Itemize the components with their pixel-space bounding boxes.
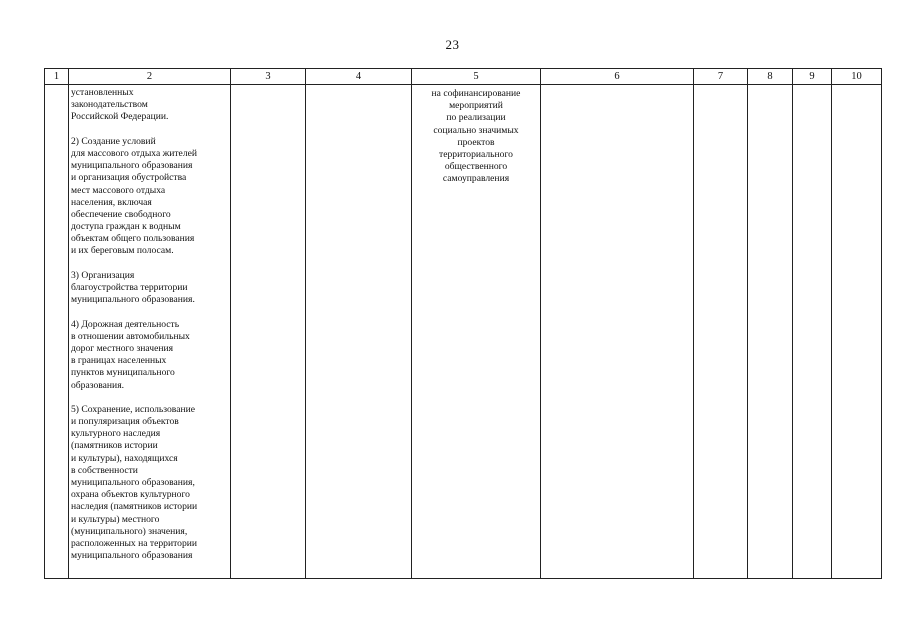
text-line: (памятников истории bbox=[71, 440, 158, 452]
cell-col-9 bbox=[793, 85, 832, 579]
text-line: расположенных на территории bbox=[71, 537, 198, 549]
column-header-4: 4 bbox=[306, 69, 412, 85]
text-line: благоустройства территории bbox=[71, 282, 188, 293]
text-line: в границах населенных bbox=[71, 355, 167, 367]
text-line: муниципального образования bbox=[71, 160, 193, 172]
text-line: пунктов муниципального bbox=[71, 367, 175, 379]
text-line: муниципального образования bbox=[71, 550, 193, 562]
blank-line bbox=[71, 124, 230, 136]
text-line: в собственности bbox=[71, 464, 138, 476]
col5-text-block bbox=[412, 85, 540, 186]
column-header-5: 5 bbox=[412, 69, 541, 85]
column-header-9: 9 bbox=[793, 69, 832, 85]
text-line: социально значимых bbox=[433, 124, 519, 136]
text-line: 3) Организация bbox=[71, 269, 135, 281]
text-line: образования. bbox=[71, 379, 125, 391]
table-row bbox=[45, 85, 882, 579]
document-table bbox=[44, 68, 882, 579]
text-line: и популяризация объектов bbox=[71, 416, 179, 428]
text-line: мероприятий bbox=[449, 100, 503, 112]
text-line: и их береговым полосам. bbox=[71, 245, 174, 257]
cell-col-7 bbox=[694, 85, 748, 579]
text-line: 2) Создание условий bbox=[71, 135, 156, 147]
cell-col-2 bbox=[69, 85, 231, 579]
text-line: общественного bbox=[444, 161, 508, 173]
text-line: (муниципального) значения, bbox=[71, 525, 188, 537]
text-line: Российской Федерации. bbox=[71, 111, 169, 123]
text-line: и организация обустройства bbox=[71, 172, 187, 184]
cell-col-3 bbox=[231, 85, 306, 579]
column-header-8: 8 bbox=[748, 69, 793, 85]
text-line: населения, включая bbox=[71, 196, 152, 208]
text-line: дорог местного значения bbox=[71, 342, 174, 354]
blank-line bbox=[71, 258, 230, 270]
text-line: в отношении автомобильных bbox=[71, 330, 190, 342]
text-line: доступа граждан к водным bbox=[71, 221, 181, 233]
cell-col-8 bbox=[748, 85, 793, 579]
cell-col-6 bbox=[541, 85, 694, 579]
text-line: охрана объектов культурного bbox=[71, 489, 190, 501]
text-line: обеспечение свободного bbox=[71, 208, 171, 220]
text-line: объектам общего пользования bbox=[71, 233, 195, 245]
text-line: наследия (памятников истории bbox=[71, 501, 198, 513]
text-line: территориального bbox=[439, 148, 513, 160]
column-header-10: 10 bbox=[832, 69, 882, 85]
cell-col-5 bbox=[412, 85, 541, 579]
cell-col-1 bbox=[45, 85, 69, 579]
text-line: и культуры) местного bbox=[71, 513, 160, 525]
column-header-3: 3 bbox=[231, 69, 306, 85]
text-line: на софинансирование bbox=[431, 88, 521, 99]
text-line: установленных bbox=[71, 87, 134, 98]
text-line: и культуры), находящихся bbox=[71, 452, 178, 464]
page-number: 23 bbox=[445, 37, 460, 52]
text-line: 4) Дорожная деятельность bbox=[71, 318, 180, 330]
column-header-6: 6 bbox=[541, 69, 694, 85]
text-line: по реализации bbox=[446, 112, 506, 124]
text-line: 5) Сохранение, использование bbox=[71, 403, 195, 415]
column-header-2: 2 bbox=[69, 69, 231, 85]
text-line: самоуправления bbox=[442, 173, 510, 185]
text-line: для массового отдыха жителей bbox=[71, 147, 197, 159]
column-header-7: 7 bbox=[694, 69, 748, 85]
text-line: мест массового отдыха bbox=[71, 184, 166, 196]
text-line: проектов bbox=[457, 136, 495, 148]
blank-line bbox=[71, 306, 230, 318]
text-line: муниципального образования. bbox=[71, 294, 195, 306]
header-row bbox=[45, 69, 882, 85]
cell-col-4 bbox=[306, 85, 412, 579]
text-line: муниципального образования, bbox=[71, 477, 195, 488]
blank-line bbox=[71, 392, 230, 404]
text-line: культурного наследия bbox=[71, 428, 161, 440]
col2-text-block bbox=[69, 85, 230, 562]
column-header-1: 1 bbox=[45, 69, 69, 85]
text-line: законодательством bbox=[71, 99, 148, 111]
cell-col-10 bbox=[832, 85, 882, 579]
